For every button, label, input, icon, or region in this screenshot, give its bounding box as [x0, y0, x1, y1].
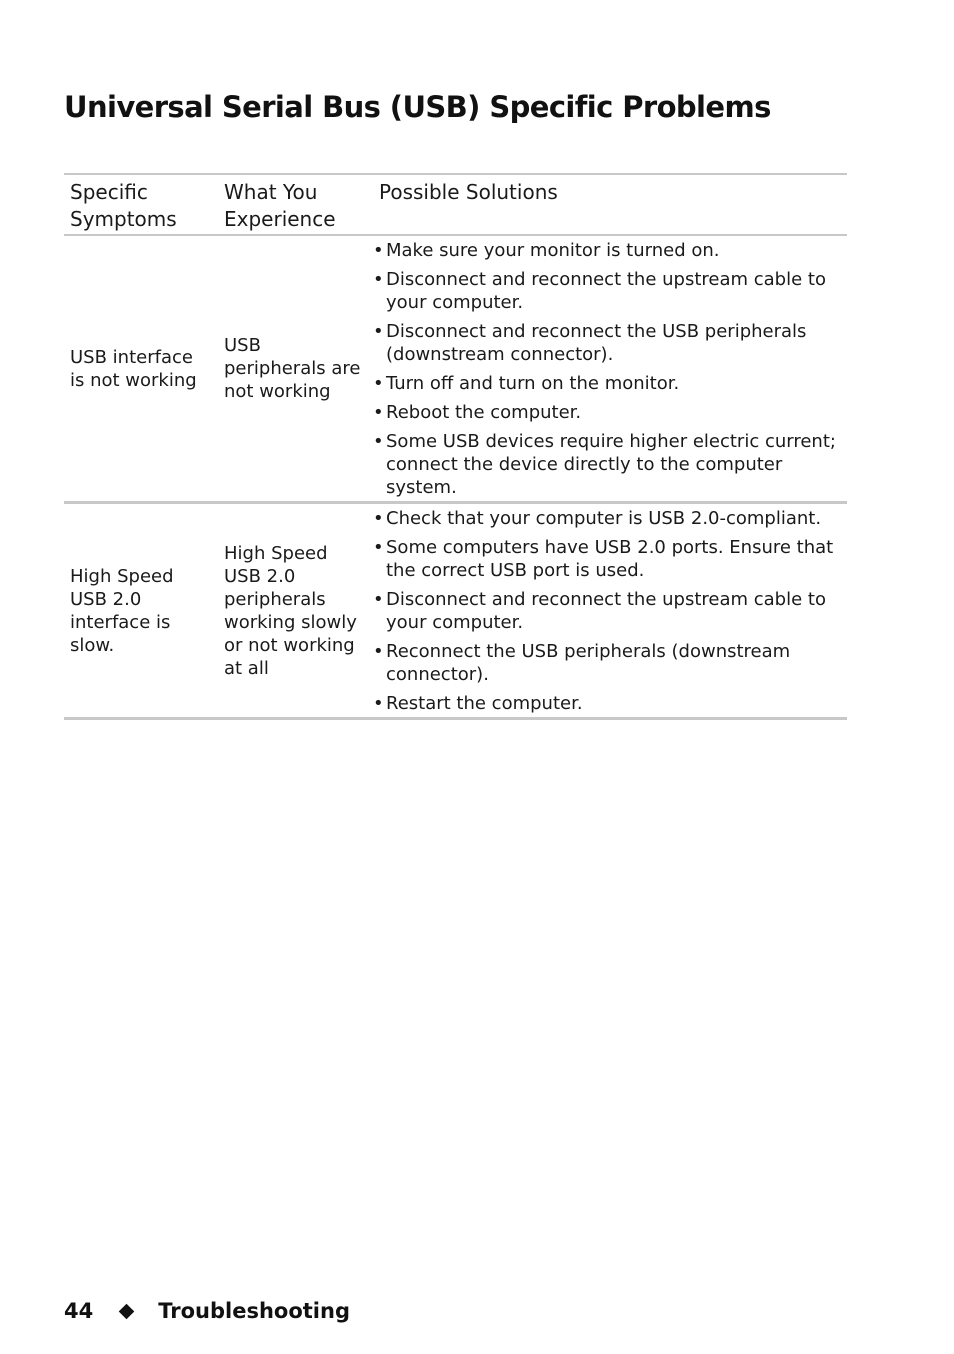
- solution-item: • Disconnect and reconnect the upstream cable to your computer.: [373, 588, 841, 634]
- solution-item: • Some USB devices require higher electric current; connect the device directly to the computer system.: [373, 430, 841, 499]
- solution-item: • Restart the computer.: [373, 692, 841, 715]
- solutions-list: [373, 239, 841, 499]
- solution-item: • Check that your computer is USB 2.0-compliant.: [373, 507, 841, 530]
- page-footer: [64, 1299, 350, 1323]
- solution-item: • Reconnect the USB peripherals (downstream connector).: [373, 640, 841, 686]
- usb-problems-table: [64, 173, 847, 720]
- section-name: Troubleshooting: [158, 1299, 350, 1323]
- page-number: 44: [64, 1299, 94, 1323]
- table-row: [64, 235, 847, 503]
- page-title: Universal Serial Bus (USB) Specific Problems: [64, 90, 771, 124]
- solution-item: • Make sure your monitor is turned on.: [373, 239, 841, 262]
- solution-item: • Reboot the computer.: [373, 401, 841, 424]
- solution-item: • Disconnect and reconnect the upstream cable to your computer.: [373, 268, 841, 314]
- header-specific-symptoms: Specific Symptoms: [70, 180, 177, 231]
- solution-item: • Turn off and turn on the monitor.: [373, 372, 841, 395]
- symptom-cell: USB interface is not working: [70, 346, 197, 391]
- solution-item: • Disconnect and reconnect the USB peripherals (downstream connector).: [373, 320, 841, 366]
- diamond-icon: [119, 1303, 135, 1319]
- experience-cell: High Speed USB 2.0 peripherals working slowly or not working at all: [224, 542, 357, 679]
- solution-item: • Some computers have USB 2.0 ports. Ensure that the correct USB port is used.: [373, 536, 841, 582]
- solutions-cell: [373, 503, 847, 719]
- header-possible-solutions: Possible Solutions: [379, 180, 558, 204]
- solutions-list: [373, 507, 841, 715]
- experience-cell: USB peripherals are not working: [224, 335, 361, 402]
- table-row: [64, 503, 847, 719]
- header-what-you-experience: What You Experience: [224, 180, 336, 231]
- symptom-cell: High Speed USB 2.0 interface is slow.: [70, 565, 174, 656]
- table-header-row: [64, 174, 847, 235]
- solutions-cell: [373, 235, 847, 503]
